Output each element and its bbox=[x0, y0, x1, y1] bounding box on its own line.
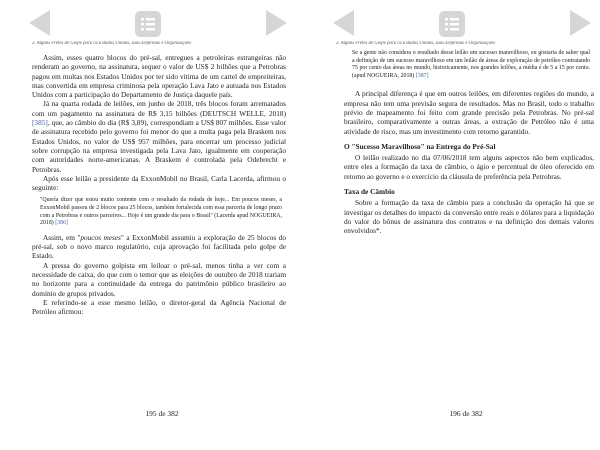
left-toolbar bbox=[0, 8, 296, 40]
paragraph: Assim, esses quatro blocos do pré-sal, entregues a petroleiras estrangeiras não renderam ao governo, na assinatura, sequer o valor de US$ 2 bilhões que a Petrobras pagou em multas nos Estados Unidos por ter sido vítima de um cartel de empreiteiras, mas convertida em empresa criminosa pela operação Lava Jato e autuada nos Estados Unidos com a participação do Departamento de Justiça daquele país. bbox=[32, 53, 286, 100]
footnote-link-387[interactable]: [387] bbox=[415, 72, 429, 79]
next-page-button[interactable] bbox=[566, 8, 594, 38]
paragraph: E referindo-se a esse mesmo leilão, o diretor-geral da Agência Nacional de Petróleo afirmou: bbox=[32, 297, 286, 317]
section-title: O "Sucesso Maravilhoso" na Entrega do Pré-Sal bbox=[344, 141, 496, 151]
emphasis: poucos meses bbox=[80, 232, 121, 242]
paragraph: Sobre a formação da taxa de câmbio para a conclusão da operação há que se investigar os detalhes do impacto da conversão entre reais e dólares para a liquidação do valor do bônus de assinatura dos contratos e na definição dos demais valores envolvidos*. bbox=[344, 198, 594, 236]
right-toolbar bbox=[304, 8, 600, 40]
right-page bbox=[304, 0, 600, 450]
block-quote bbox=[352, 50, 590, 80]
paragraph: Após esse leilão a presidente da ExxonMobil no Brasil, Carla Lacerda, afirmou o seguinte: bbox=[32, 173, 286, 193]
next-page-button[interactable] bbox=[262, 8, 290, 38]
paragraph: O leilão realizado no dia 07/06/2018 tem alguns aspectos não bem explicados, entre eles a formação da taxa de câmbio, o ágio e percentual de óleo oferecido em retorno ao governo e o exercício da cláusula de preferência pela Petrobras. bbox=[344, 153, 594, 181]
paragraph-text: , que, ao câmbio do dia (R$ 3,89), correspondiam a US$ 807 milhões. Esse valor de assinatura recebido pelo governo foi menor do que a multa paga pela Braskem nos Estados Unidos, no valor de US$ 957 milhões, para encerrar um processo judicial sobre corrupção na empresa investigada pela Lava Jato, igualmente em cooperação com autoridades norte-americanas. A Braskem é controlada pela Odebrecht e Petrobras. bbox=[32, 118, 286, 174]
quote-text: "Quería dizer que estou muito contente com o resultado da rodada de hoje... Em poucos meses, a ExxonMobil passou de 2 blocos para 25 blocos, também fortalecida com essa parceria de longo prazo com a Petrobras e outros parceiros... Hoje é um grande dia para o Brasil" (Lacerda apud NOGUEIRA, 2018) bbox=[40, 197, 282, 227]
footnote-link-385[interactable]: [385] bbox=[32, 118, 48, 128]
left-body-text bbox=[32, 53, 286, 317]
page-number: 196 de 382 bbox=[449, 409, 483, 418]
running-head: 2. Alguns Fretes de Golpe para os Estados Unidos, suas Empresas e Organizações bbox=[336, 41, 496, 46]
left-page bbox=[0, 0, 296, 450]
previous-page-button[interactable] bbox=[330, 8, 358, 38]
paragraph bbox=[32, 233, 286, 261]
menu-icon bbox=[438, 10, 466, 38]
previous-page-button[interactable] bbox=[26, 8, 54, 38]
running-head: 2. Alguns Fretes de Golpe para os Estados Unidos, suas Empresas e Organizações bbox=[32, 41, 192, 46]
menu-button[interactable] bbox=[438, 10, 466, 38]
menu-button[interactable] bbox=[134, 10, 162, 38]
paragraph-text: Assim, em " bbox=[43, 232, 81, 242]
right-body-text bbox=[344, 50, 594, 236]
block-quote bbox=[40, 197, 282, 227]
next-page-icon bbox=[566, 8, 594, 38]
previous-page-icon bbox=[26, 8, 54, 38]
paragraph bbox=[32, 99, 286, 173]
paragraph-text: Já na quarta rodada de leilões, em junho de 2018, três blocos foram arrematados com um pagamento na assinatura de R$ 3,15 bilhões (DEUTSCH WELLE, 2018) bbox=[32, 99, 286, 118]
page-number: 195 de 382 bbox=[145, 409, 179, 418]
quote-text: Se a gente não considera o resultado desse leilão um sucesso maravilhoso, eu gostaria de saber qual a definição de um sucesso maravilhoso em um leilão de áreas de exploração de petróleo contratando 75 por cento das áreas no mundo, historicamente, nos grandes leilões, a média é de 5 a 15 por cento. (apud NOGUEIRA, 2018) bbox=[352, 50, 590, 79]
paragraph: A principal diferença é que em outros leilões, em diferentes regiões do mundo, a empresa não tem uma previsão segura de resultados. Mas no Brasil, todo o trabalho prévio de mapeamento foi feito com grande precisão pela Petrobras. No pré-sal brasileiro, comparativamente a outras áreas, a extração de Petróleo não é uma atividade de risco, mas um investimento com retorno garantido. bbox=[344, 89, 594, 136]
footnote-link-386[interactable]: [386] bbox=[55, 220, 68, 227]
subsection-title: Taxa de Câmbio bbox=[344, 187, 395, 197]
next-page-icon bbox=[262, 8, 290, 38]
paragraph: A pressa do governo golpista em leiloar o pré-sal, menos tinha a ver com a necessidade de caixa, do que com o temor que as eleições de outubro de 2018 trariam no horizonte para a continuidade da entrega do patrimônio público brasileiro ao domínio de grupos privados. bbox=[32, 260, 286, 298]
menu-icon bbox=[134, 10, 162, 38]
paragraph-text: " a ExxonMobil assumiu a exploração de 25 blocos do pré-sal, sob o novo marco regulatório, cuja aprovação foi facilitada pelo golpe de Estado. bbox=[32, 232, 286, 261]
previous-page-icon bbox=[330, 8, 358, 38]
